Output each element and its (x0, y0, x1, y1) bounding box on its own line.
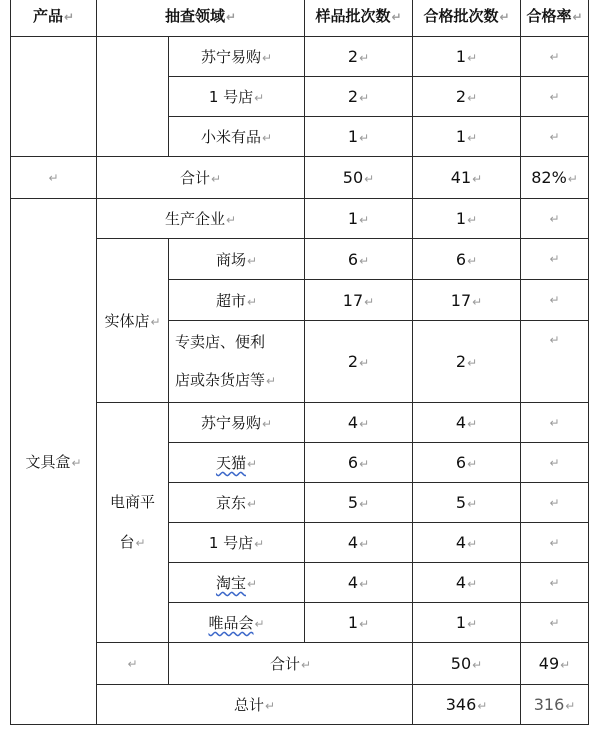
samples-cell: 6↵ (305, 443, 413, 483)
rate-cell: ↵ (521, 280, 589, 321)
scope-cell: 淘宝↵ (169, 563, 305, 603)
rate-cell: ↵ (521, 603, 589, 643)
samples-cell: 4↵ (305, 403, 413, 443)
samples-cell: 4↵ (305, 523, 413, 563)
samples-cell: 1↵ (305, 199, 413, 239)
rate-cell: ↵ (521, 199, 589, 239)
qualified-cell: 1↵ (413, 199, 521, 239)
subtotal-row (11, 643, 589, 685)
rate-cell: ↵ (521, 403, 589, 443)
subtotal-qualified: 49↵ (521, 643, 589, 685)
samples-cell: 4↵ (305, 563, 413, 603)
rate-cell: ↵ (521, 239, 589, 280)
qualified-cell: 17↵ (413, 280, 521, 321)
samples-cell: 1↵ (305, 603, 413, 643)
samples-cell: 1↵ (305, 117, 413, 157)
product-name-cell: 文具盒↵ (11, 199, 97, 725)
subtotal-product-cell: ↵ (11, 157, 97, 199)
scope-cell: 商场↵ (169, 239, 305, 280)
scope-cell: 苏宁易购↵ (169, 403, 305, 443)
channel-label-online: 电商平 台↵ (97, 403, 169, 643)
scope-cell-multiline: 专卖店、便利 店或杂货店等↵ (169, 321, 305, 403)
samples-cell: 5↵ (305, 483, 413, 523)
subtotal-label: 合计↵ (169, 643, 413, 685)
qualified-cell: 1↵ (413, 37, 521, 77)
qualified-cell: 2↵ (413, 77, 521, 117)
total-samples: 346↵ (413, 685, 521, 725)
rate-cell: ↵ (521, 563, 589, 603)
qualified-cell: 1↵ (413, 117, 521, 157)
group1-product-cell (11, 37, 97, 157)
rate-cell: ↵ (521, 483, 589, 523)
header-samples: 样品批次数↵ (305, 0, 413, 37)
subtotal-qualified: 41↵ (413, 157, 521, 199)
samples-cell: 2↵ (305, 37, 413, 77)
table-row (11, 37, 589, 77)
samples-cell: 6↵ (305, 239, 413, 280)
qualified-cell: 4↵ (413, 523, 521, 563)
rate-cell: ↵ (521, 117, 589, 157)
header-row (11, 0, 589, 37)
scope-cell: 京东↵ (169, 483, 305, 523)
table-row (11, 199, 589, 239)
scope-cell: 天猫↵ (169, 443, 305, 483)
total-qualified: 316↵ (521, 685, 589, 725)
scope-cell: 小米有品↵ (169, 117, 305, 157)
subtotal-label: 合计↵ (97, 157, 305, 199)
samples-cell: 2↵ (305, 321, 413, 403)
scope-cell: 超市↵ (169, 280, 305, 321)
samples-cell: 17↵ (305, 280, 413, 321)
subtotal-rate: 82%↵ (521, 157, 589, 199)
scope-cell: 生产企业↵ (97, 199, 305, 239)
samples-cell: 2↵ (305, 77, 413, 117)
header-scope: 抽查领域↵ (97, 0, 305, 37)
subtotal-samples: 50↵ (413, 643, 521, 685)
channel-label-physical: 实体店↵ (97, 239, 169, 403)
qualified-cell: 4↵ (413, 403, 521, 443)
qualified-cell: 1↵ (413, 603, 521, 643)
subtotal-samples: 50↵ (305, 157, 413, 199)
header-product: 产品↵ (11, 0, 97, 37)
rate-cell: ↵ (521, 77, 589, 117)
header-qualified: 合格批次数↵ (413, 0, 521, 37)
rate-cell: ↵ (521, 321, 589, 403)
qualified-cell: 5↵ (413, 483, 521, 523)
qualified-cell: 2↵ (413, 321, 521, 403)
scope-cell: 1 号店↵ (169, 77, 305, 117)
scope-cell: 1 号店↵ (169, 523, 305, 563)
rate-cell: ↵ (521, 443, 589, 483)
total-label: 总计↵ (97, 685, 413, 725)
subtotal-product-cell: ↵ (97, 643, 169, 685)
total-row (11, 685, 589, 725)
scope-cell: 苏宁易购↵ (169, 37, 305, 77)
subtotal-row (11, 157, 589, 199)
inspection-results-table (10, 0, 589, 725)
scope-cell: 唯品会↵ (169, 603, 305, 643)
qualified-cell: 6↵ (413, 239, 521, 280)
rate-cell: ↵ (521, 523, 589, 563)
group1-channel-cell (97, 37, 169, 157)
rate-cell: ↵ (521, 37, 589, 77)
qualified-cell: 6↵ (413, 443, 521, 483)
table-row (11, 403, 589, 443)
table-row (11, 239, 589, 280)
header-rate: 合格率↵ (521, 0, 589, 37)
qualified-cell: 4↵ (413, 563, 521, 603)
